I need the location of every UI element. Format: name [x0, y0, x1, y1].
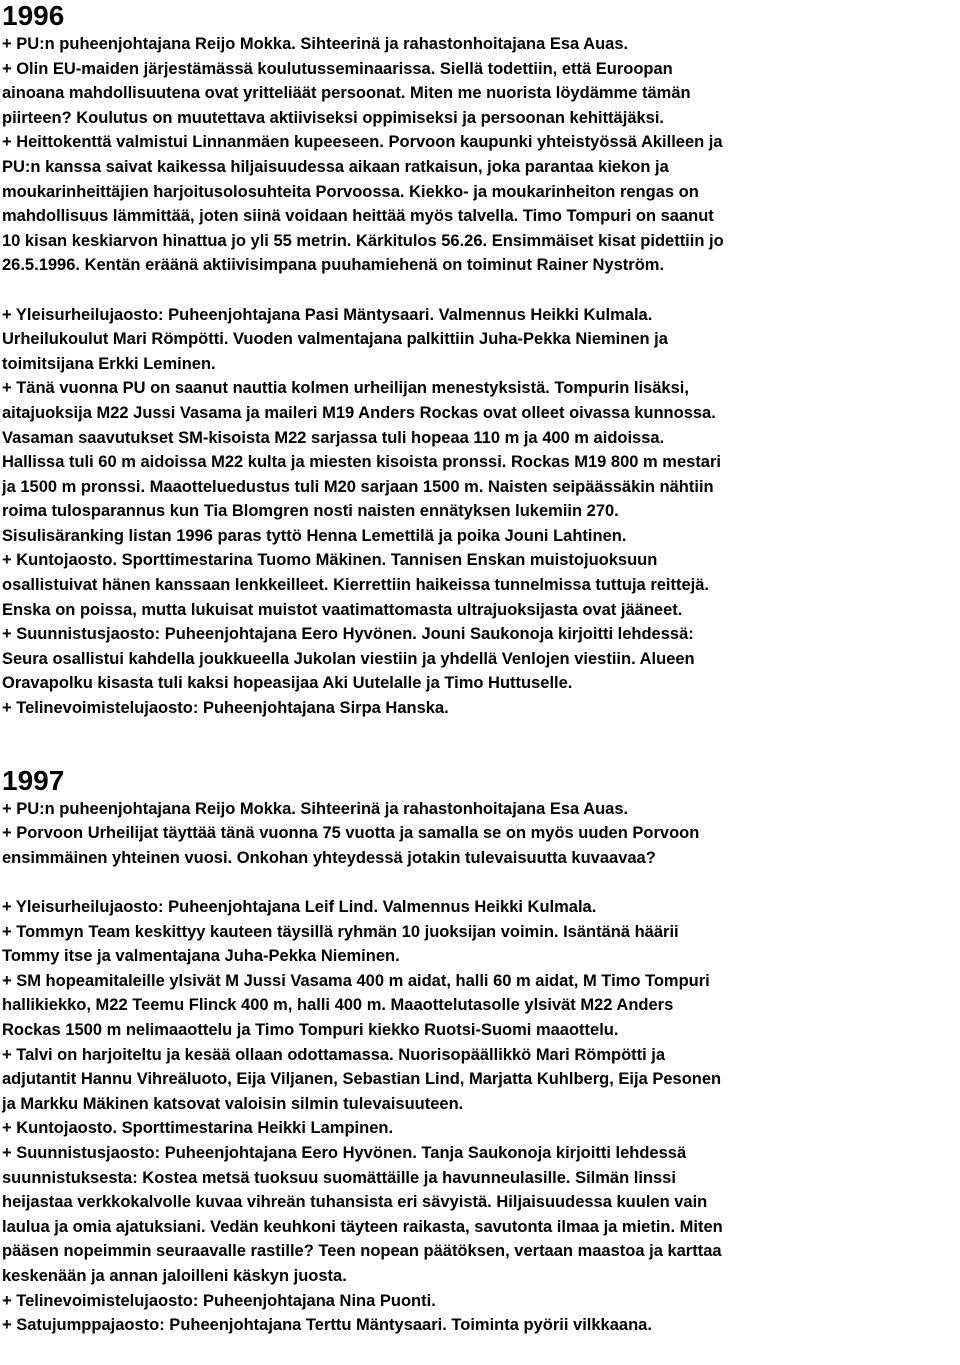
- text-line: mahdollisuus lämmittää, joten siinä voidaan heittää myös talvella. Timo Tompuri on saanut: [2, 207, 714, 226]
- text-line: + PU:n puheenjohtajana Reijo Mokka. Sihteerinä ja rahastonhoitajana Esa Auas.: [2, 799, 629, 818]
- paragraph-block: [2, 895, 960, 1338]
- text-line: + Kuntojaosto. Sporttimestarina Heikki Lampinen.: [2, 1119, 394, 1138]
- text-line: + SM hopeamitaleille ylsivät M Jussi Vasama 400 m aidat, halli 60 m aidat, M Timo Tompuri: [2, 971, 710, 990]
- text-line: keskenään ja annan jaloilleni käskyn juosta.: [2, 1266, 347, 1285]
- text-line: Tommy itse ja valmentajana Juha-Pekka Nieminen.: [2, 947, 400, 966]
- text-line: Vasaman saavutukset SM-kisoista M22 sarjassa tuli hopeaa 110 m ja 400 m aidoissa.: [2, 428, 665, 447]
- text-line: + Suunnistusjaosto: Puheenjohtajana Eero Hyvönen. Jouni Saukonoja kirjoitti lehdessä:: [2, 625, 694, 644]
- text-line: ja 1500 m pronssi. Maaotteluedustus tuli M20 sarjaan 1500 m. Naisten seipäässäkin nähtiin: [2, 477, 714, 496]
- paragraph-gap: [2, 870, 960, 895]
- text-line: ainoana mahdollisuutena ovat yritteliäät persoonat. Miten me nuorista löydämme tämän: [2, 84, 691, 103]
- text-line: Seura osallistui kahdella joukkueella Jukolan viestiin ja yhdellä Venlojen viestiin. Alueen: [2, 649, 695, 668]
- text-line: moukarinheittäjien harjoitusolosuhteita Porvoossa. Kiekko- ja moukarinheiton rengas on: [2, 182, 699, 201]
- text-line: Hallissa tuli 60 m aidoissa M22 kulta ja miesten kisoista pronssi. Rockas M19 800 m mestari: [2, 453, 721, 472]
- text-line: Urheilukoulut Mari Römpötti. Vuoden valmentajana palkittiin Juha-Pekka Nieminen ja: [2, 330, 668, 349]
- text-line: + PU:n puheenjohtajana Reijo Mokka. Sihteerinä ja rahastonhoitajana Esa Auas.: [2, 35, 629, 53]
- text-line: ja Markku Mäkinen katsovat valoisin silmin tulevaisuuteen.: [2, 1094, 464, 1113]
- text-line: osallistuivat hänen kanssaan lenkkeilleet. Kierrettiin haikeissa tunnelmissa tuttuja reittejä.: [2, 576, 710, 595]
- text-line: ensimmäinen yhteinen vuosi. Onkohan yhteydessä jotakin tulevaisuutta kuvaavaa?: [2, 848, 656, 867]
- year-heading: 1996: [2, 0, 65, 31]
- text-line: + Heittokenttä valmistui Linnanmäen kupeeseen. Porvoon kaupunki yhteistyössä Akilleen ja: [2, 133, 723, 152]
- text-line: + Telinevoimistelujaosto: Puheenjohtajana Nina Puonti.: [2, 1291, 436, 1310]
- text-line: + Porvoon Urheilijat täyttää tänä vuonna 75 vuotta ja samalla se on myös uuden Porvoon: [2, 824, 700, 843]
- text-line: aitajuoksija M22 Jussi Vasama ja maileri M19 Anders Rockas ovat olleet oivassa kunnossa.: [2, 403, 716, 422]
- text-line: heijastaa verkkokalvolle kuvaa vihreän tuhansista eri sävyistä. Hiljaisuudessa kuulen vain: [2, 1193, 708, 1212]
- text-line: + Tänä vuonna PU on saanut nauttia kolmen urheilijan menestyksistä. Tompurin lisäksi,: [2, 379, 689, 398]
- text-line: + Suunnistusjaosto: Puheenjohtajana Eero Hyvönen. Tanja Saukonoja kirjoitti lehdessä: [2, 1143, 687, 1162]
- text-line: hallikiekko, M22 Teemu Flinck 400 m, halli 400 m. Maaottelutasolle ylsivät M22 Anders: [2, 996, 674, 1015]
- text-line: piirteen? Koulutus on muutettava aktiiviseksi oppimiseksi ja persoonan kehittäjäksi.: [2, 108, 665, 127]
- year-section-1997: [2, 765, 960, 1338]
- text-line: + Kuntojaosto. Sporttimestarina Tuomo Mäkinen. Tannisen Enskan muistojuoksuun: [2, 551, 658, 570]
- text-line: + Talvi on harjoiteltu ja kesää ollaan odottamassa. Nuorisopäällikkö Mari Römpötti ja: [2, 1045, 666, 1064]
- text-line: + Olin EU-maiden järjestämässä koulutusseminaarissa. Siellä todettiin, että Euroopan: [2, 59, 673, 78]
- text-line: suunnistuksesta: Kostea metsä tuoksuu suomättäille ja havunneulasille. Silmän linssi: [2, 1168, 676, 1187]
- text-line: roima tulosparannus kun Tia Blomgren nosti naisten ennätyksen lukemiin 270.: [2, 502, 619, 521]
- text-line: Enska on poissa, mutta lukuisat muistot vaatimattomasta ultrajuoksijasta ovat jääneet.: [2, 600, 683, 619]
- text-line: Oravapolku kisasta tuli kaksi hopeasijaa Aki Uutelalle ja Timo Huttuselle.: [2, 674, 573, 693]
- text-line: + Satujumppajaosto: Puheenjohtajana Terttu Mäntysaari. Toiminta pyörii vilkkaana.: [2, 1316, 652, 1335]
- paragraph-block: [2, 797, 960, 871]
- paragraph-block: [2, 303, 960, 721]
- paragraph-gap: [2, 278, 960, 303]
- text-line: adjutantit Hannu Vihreäluoto, Eija Viljanen, Sebastian Lind, Marjatta Kuhlberg, Eija Pesonen: [2, 1070, 722, 1089]
- text-line: 26.5.1996. Kentän eräänä aktiivisimpana puuhamiehenä on toiminut Rainer Nyström.: [2, 256, 665, 275]
- text-line: + Tommyn Team keskittyy kauteen täysillä ryhmän 10 juoksijan voimin. Isäntänä häärii: [2, 922, 679, 941]
- text-line: + Telinevoimistelujaosto: Puheenjohtajana Sirpa Hanska.: [2, 699, 449, 718]
- text-line: toimitsijana Erkki Leminen.: [2, 354, 216, 373]
- text-line: pääsen nopeimmin seuraavalle rastille? Teen nopean päätöksen, vertaan maastoa ja karttaa: [2, 1242, 722, 1261]
- text-line: PU:n kanssa saivat kaikessa hiljaisuudessa aikaan ratkaisun, joka parantaa kiekon ja: [2, 157, 669, 176]
- text-line: + Yleisurheilujaosto: Puheenjohtajana Pasi Mäntysaari. Valmennus Heikki Kulmala.: [2, 305, 653, 324]
- text-line: + Yleisurheilujaosto: Puheenjohtajana Leif Lind. Valmennus Heikki Kulmala.: [2, 898, 597, 916]
- year-section-1996: [2, 0, 960, 721]
- paragraph-block: [2, 32, 960, 278]
- year-heading: 1997: [2, 764, 65, 796]
- text-line: Sisulisäranking listan 1996 paras tyttö Henna Lemettilä ja poika Jouni Lahtinen.: [2, 526, 627, 545]
- text-line: Rockas 1500 m nelimaaottelu ja Timo Tompuri kiekko Ruotsi-Suomi maaottelu.: [2, 1020, 619, 1039]
- text-line: laulua ja omia ajatuksiani. Vedän keuhkoni täyteen raikasta, savutonta ilmaa ja mietin. Miten: [2, 1217, 723, 1236]
- text-line: 10 kisan keskiarvon hinattua jo yli 55 metrin. Kärkitulos 56.26. Ensimmäiset kisat pidettiin jo: [2, 231, 724, 250]
